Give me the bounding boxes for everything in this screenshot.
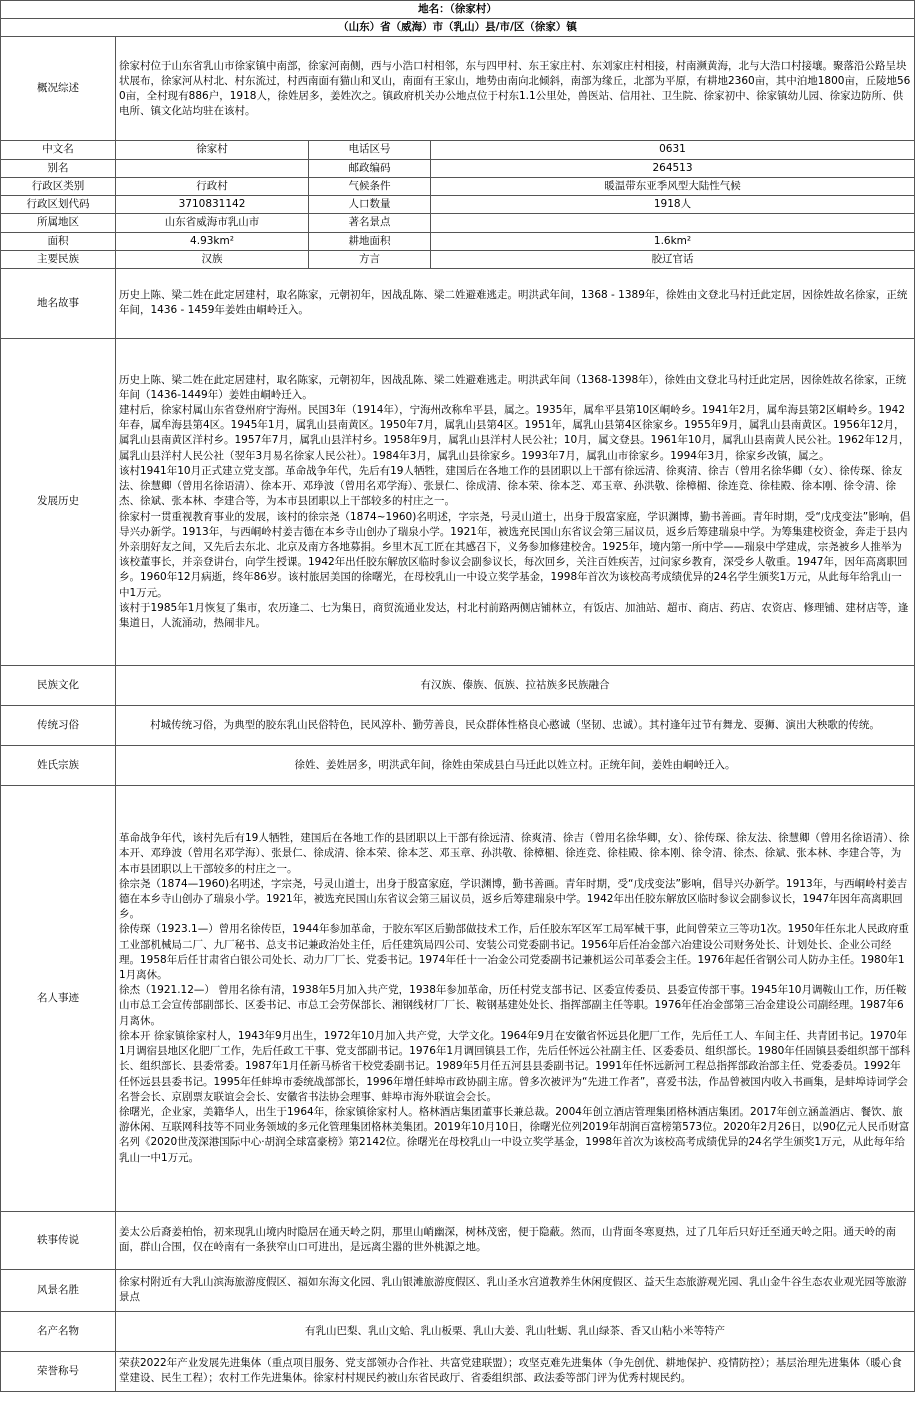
info-value: 264513 (431, 159, 915, 177)
honors-text: 荣获2022年产业发展先进集体（重点项目服务、党支部领办合作社、共富党建联盟）；攻坚克难先进集体（争先创优、耕地保护、疫情防控）；基层治理先进集体（暖心食堂建设、民生工程）；农村工作先进集体。徐家村村规民约被山东省民政厅、省委组织部、政法委等部门评为优秀村规民约。 (116, 1351, 915, 1391)
info-value: 徐家村 (116, 141, 309, 159)
info-row (1, 232, 915, 250)
notable-paragraph: 徐本开 徐家镇徐家村人，1943年9月出生，1972年10月加入共产党，大学文化。1964年9月在安徽省怀远县化肥厂工作，先后任工人、车间主任、共青团书记。1970年1月调宿县地区化肥厂工作，先后任政工干事、党支部副书记。1976年1月调回镇县工作，先后任怀远公社副主任、区委委员、组织部长。1980年任固镇县委组织部干部科长、组织部长、县委常委。1987年1月任新马桥省干校党委副书记。1989年5月任五河县县委副书记。1991年任怀远新河工程总指挥部政治部主任、党委委员。1992年任怀远县县委书记。1995年任蚌埠市委统战部部长，1996年增任蚌埠市政协副主席。曾多次被评为“先进工作者”，喜爱书法，作品曾被国内收入书画集，是蚌埠诗词学会名誉会长、京剧票友联谊会会长、安徽省书法协会理事、蚌埠市海外联谊会会长。 (119, 1029, 911, 1103)
info-key: 电话区号 (309, 141, 431, 159)
name-story-row (1, 268, 915, 338)
legends-row (1, 1211, 915, 1269)
info-key: 别名 (1, 159, 116, 177)
legends-text: 姜太公后裔姜柏怡，初来现乳山境内时隐居在通天岭之阴，那里山峭幽深，树林茂密，便于隐蔽。然而，山背面冬寒夏热，过了几年后只好迁至通天岭之阳。通天岭的南面，群山合围，仅在岭南有一条狭窄山口可进出，是远离尘嚣的世外桃源之地。 (116, 1211, 915, 1269)
products-text: 有乳山巴梨、乳山文蛤、乳山板栗、乳山大姜、乳山牡蛎、乳山绿茶、香又山粘小米等特产 (116, 1311, 915, 1351)
info-value: 3710831142 (116, 196, 309, 214)
history-paragraph: 该村1941年10月正式建立党支部。革命战争年代，先后有19人牺牲，建国后在各地工作的县团职以上干部有徐远清、徐爽清、徐吉（曾用名徐华卿（女）、徐传琛、徐友法、徐慧卿（曾用名徐语清）、徐本开、邓琤波（曾用名邓学海）、张景仁、徐成清、徐本荣、徐本芝、邓玉章、孙洪敬、徐樟楣、徐连竞、徐桂殿、徐本刚、徐令清、徐杰、徐斌、张本林、李建合等，为本市县团职以上干部较多的村庄之一。 (119, 464, 903, 508)
info-value: 胶辽官话 (431, 250, 915, 268)
name-story-label: 地名故事 (1, 268, 116, 338)
name-story-text: 历史上陈、梁二姓在此定居建村，取名陈家，元朝初年，因战乱陈、梁二姓避难逃走。明洪武年间，1368 - 1389年，徐姓由文登北马村迁此定居，因徐姓故名徐家，正统年间，1436 - 1459年姜姓由峒岭迁入。 (116, 268, 915, 338)
info-value (431, 214, 915, 232)
info-key: 著名景点 (309, 214, 431, 232)
products-row (1, 1311, 915, 1351)
history-text (116, 338, 915, 665)
info-key: 行政区类别 (1, 177, 116, 195)
info-key: 面积 (1, 232, 116, 250)
honors-row (1, 1351, 915, 1391)
info-key: 耕地面积 (309, 232, 431, 250)
info-row (1, 196, 915, 214)
info-key: 人口数量 (309, 196, 431, 214)
notable-paragraph: 革命战争年代，该村先后有19人牺牲，建国后在各地工作的县团职以上干部有徐远清、徐爽清、徐吉（曾用名徐华卿，女）、徐传琛、徐友法、徐慧卿（曾用名徐语清）、徐本开、邓琤波（曾用名邓学海）、张景仁、徐成清、徐本荣、徐本芝、邓玉章、孙洪敬、徐樟楣、徐连竞、徐桂殿、徐本刚、徐令清、徐杰、徐斌、张本林、李建合等，为本市县团职以上干部较多的村庄之一。 (119, 832, 910, 875)
history-row (1, 338, 915, 665)
info-value: 1918人 (431, 196, 915, 214)
history-paragraph: 历史上陈、梁二姓在此定居建村，取名陈家，元朝初年，因战乱陈、梁二姓避难逃走。明洪武年间（1368-1398年），徐姓由文登北马村迁此定居，因徐姓故名徐家，正统年间（1436-1449年）姜姓由峒岭迁入。 (119, 373, 906, 401)
notables-label: 名人事迹 (1, 785, 116, 1211)
overview-text: 徐家村位于山东省乳山市徐家镇中南部，徐家河南侧，西与小浩口村相邻，东与四甲村、东王家庄村、东刘家庄村相接，村南濒黄海，北与大浩口村接壤。聚落沿公路呈块状展布，徐家河从村北、村东流过，村西南面有猫山和叉山，南面有王家山，地势由南向北倾斜，南部为缘丘，北部为平原，有耕地2360亩，其中泊地1800亩，丘陵地560亩，全村现有886户，1918人，徐姓居多，姜姓次之。镇政府机关办公地点位于村东1.1公里处，兽医站、信用社、卫生院、徐家初中、徐家镇幼儿园、徐家边防所、供电所、镇文化站均驻在该村。 (116, 37, 915, 141)
info-key: 主要民族 (1, 250, 116, 268)
customs-row (1, 705, 915, 745)
info-key: 所属地区 (1, 214, 116, 232)
info-value: 暖温带东亚季风型大陆性气候 (431, 177, 915, 195)
scenery-text: 徐家村附近有大乳山滨海旅游度假区、福如东海文化园、乳山银滩旅游度假区、乳山圣水宫道教养生休闲度假区、益天生态旅游观光园、乳山金牛谷生态农业观光园等旅游景点 (116, 1269, 915, 1311)
scenery-label: 风景名胜 (1, 1269, 116, 1311)
customs-label: 传统习俗 (1, 705, 116, 745)
info-value: 汉族 (116, 250, 309, 268)
legends-label: 轶事传说 (1, 1211, 116, 1269)
clan-text: 徐姓、姜姓居多，明洪武年间，徐姓由荣成县白马迁此以姓立村。正统年间，姜姓由峒岭迁入。 (116, 745, 915, 785)
overview-label: 概况综述 (1, 37, 116, 141)
region-subtitle: （山东）省（威海）市（乳山）县/市/区（徐家）镇 (1, 19, 915, 37)
info-value: 4.93km² (116, 232, 309, 250)
ethnic-culture-label: 民族文化 (1, 665, 116, 705)
info-value: 0631 (431, 141, 915, 159)
history-paragraph: 徐家村一贯重视教育事业的发展，该村的徐宗尧（1874~1960)名明述，字宗尧，号灵山道士，出身于殷富家庭，学识渊博，勤书善画。青年时期，受“戊戌变法”影响，倡导兴办新学。1913年，与西峒岭村姜吉德在本乡寺山创办了瑞泉小学。1921年，被选充民国山东省议会第三届议员，返乡后筹建瑞泉中学。为筹集建校资金，奔走于县内外亲朋好友之间，又先后去东北、北京及南方各地募捐。乡里木瓦工匠在其感召下，义务参加修建校舍。1925年，境内第一所中学——瑞泉中学建成，宗尧被乡人推举为该校董事长，并亲登讲台，向学生授课。1942年出任胶东解放区临时参议会副参议长，每次回乡，关注百姓疾苦，过问家乡教育，深受乡人敬重。1947年，因年高离职回乡。1960年12月病逝，终年86岁。该村旅居美国的徐曙光，在母校乳山一中设立奖学基金，1998年首次为该校高考成绩优异的24名学生颁奖1万元，从此每年给乳山一中1万元。 (119, 510, 911, 599)
info-row (1, 159, 915, 177)
honors-label: 荣誉称号 (1, 1351, 116, 1391)
customs-text: 村城传统习俗，为典型的胶东乳山民俗特色，民风淳朴、勤劳善良，民众群体性格良心憨诚（坚韧、忠诚）。其村逢年过节有舞龙、耍狮、演出大秧歌的传统。 (116, 705, 915, 745)
page-title: 地名：（徐家村） (1, 1, 915, 19)
subtitle-row (1, 19, 915, 37)
notable-paragraph: 徐传琛（1923.1—）曾用名徐传臣，1944年参加革命，于胶东军区后勤部做技术工作，后任胶东军区军工局军械干事，此间曾荣立三等功1次。1950年任东北人民政府重工业部机械局二厂、九厂秘书、总支书记兼政治处主任，后任建筑局四公司、安装公司党委副书记。1956年后任冶金部六冶建设公司财务处长、计划处长、企业公司经理。1958年后任甘肃省白银公司处长、动力厂厂长、党委书记。1974年任十一冶金公司党委副书记兼机运公司革委会主任。1976年起任省钢公司人防办主任。1980年11月离休。 (119, 923, 909, 982)
scenery-row (1, 1269, 915, 1311)
ethnic-culture-row (1, 665, 915, 705)
history-paragraph: 建村后，徐家村属山东省登州府宁海州。民国3年（1914年），宁海州改称牟平县，属之。1935年，属牟平县第10区峒岭乡。1941年2月，属牟海县第2区峒岭乡。1942年春，属牟海县第4区。1945年1月，属乳山县南黄区。1950年7月，属乳山县第4区。1951年，属乳山县第4区徐家乡。1955年9月，属乳山县南黄区。1956年12月，属乳山县南黄区洋村乡。1957年7月，属乳山县洋村乡。1958年9月，属乳山县洋村人民公社；10月，属文登县。1961年10月，属乳山县南黄人民公社。1962年12月，属乳山县洋村人民公社（翌年3月易名徐家人民公社）。1984年3月，属乳山县徐家乡。1993年7月，属乳山市徐家乡。1994年3月，徐家乡改镇，属之。 (119, 404, 910, 462)
info-key: 行政区划代码 (1, 196, 116, 214)
clan-row (1, 745, 915, 785)
notable-paragraph: 徐宗尧（1874—1960)名明述，字宗尧，号灵山道士，出身于殷富家庭，学识渊博，勤书善画。青年时期，受“戊戌变法”影响，倡导兴办新学。1913年，与西峒岭村姜吉德在本乡寺山创办了瑞泉小学。1921年，被选充民国山东省议会第三届议员，返乡后筹建瑞泉中学。1942年出任胶东解放区临时参议会副参议长，1947年因年高离职回乡。 (119, 877, 908, 921)
info-row (1, 250, 915, 268)
info-row (1, 214, 915, 232)
info-key: 邮政编码 (309, 159, 431, 177)
info-value (116, 159, 309, 177)
history-paragraph: 该村于1985年1月恢复了集市，农历逢二、七为集日，商贸流通业发达，村北村前路两侧店铺林立，有饭店、加油站、超市、商店、药店、农资店、修理铺、建材店等，逢集道日，人流涌动，热闹非凡。 (119, 601, 909, 630)
info-key: 气候条件 (309, 177, 431, 195)
info-row (1, 177, 915, 195)
info-key: 方言 (309, 250, 431, 268)
notables-text (116, 785, 915, 1211)
info-value: 山东省威海市乳山市 (116, 214, 309, 232)
info-value: 1.6km² (431, 232, 915, 250)
info-value: 行政村 (116, 177, 309, 195)
ethnic-culture-text: 有汉族、傣族、佤族、拉祜族多民族融合 (116, 665, 915, 705)
history-label: 发展历史 (1, 338, 116, 665)
info-key: 中文名 (1, 141, 116, 159)
notables-row (1, 785, 915, 1211)
products-label: 名产名物 (1, 1311, 116, 1351)
info-row (1, 141, 915, 159)
notable-paragraph: 徐杰（1921.12—） 曾用名徐有清，1938年5月加入共产党，1938年参加革命，历任村党支部书记、区委宣传委员、县委宣传部干事。1945年10月调鞍山工作，历任鞍山市总工会宣传部副部长、区委书记、市总工会劳保部长、湘钢线材厂厂长、鞍钢基建处处长、指挥部副主任等职。1976年任冶金部第三冶金建设公司副经理。1987年6月离休。 (119, 984, 907, 1027)
title-row (1, 1, 915, 19)
notable-paragraph: 徐曙光，企业家，美籍华人，出生于1964年，徐家镇徐家村人。格林酒店集团董事长兼总裁。2004年创立酒店管理集团格林酒店集团。2017年创立涵盖酒店、餐饮、旅游休闲、互联网科技等不同业务领域的多元化管理集团格林美集团。2019年10月10日，徐曙光位列2019年胡润百富榜第573位。2020年2月26日，以90亿元人民币财富名列《2020世茂深港国际中心·胡润全球富豪榜》第2142位。徐曙光在母校乳山一中设立奖学基金，1998年首次为该校高考成绩优异的24名学生颁奖1万元，从此每年给乳山一中1万元。 (119, 1106, 910, 1164)
clan-label: 姓氏宗族 (1, 745, 116, 785)
overview-row (1, 37, 915, 141)
